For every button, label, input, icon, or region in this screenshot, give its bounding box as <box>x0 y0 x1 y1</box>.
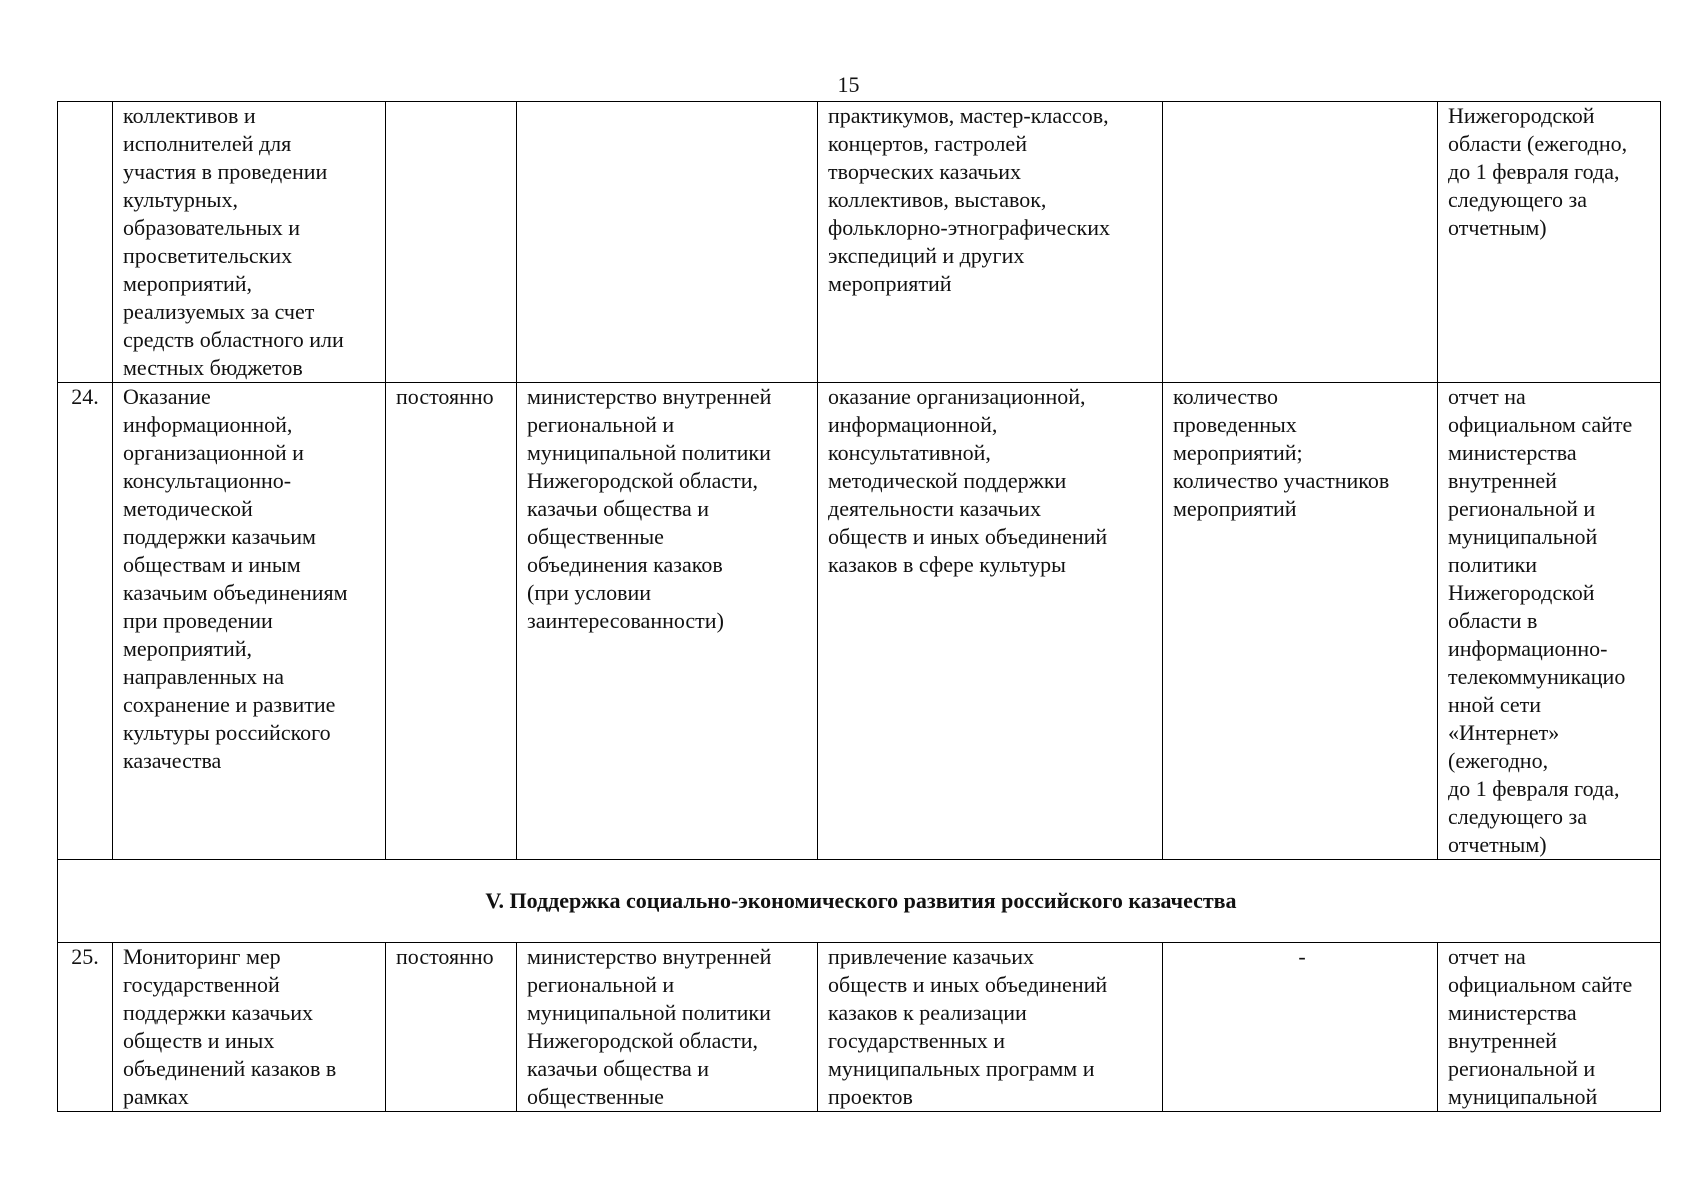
result-cell: привлечение казачьих обществ и иных объединений казаков к реализации государственных и муниципальных программ и проектов <box>818 943 1163 1112</box>
executor-cell: министерство внутренней региональной и муниципальной политики Нижегородской области, казачьи общества и общественные объединения казаков (при условии заинтересованности) <box>517 383 818 860</box>
row-number: 24. <box>58 383 113 860</box>
page-number: 15 <box>837 72 860 97</box>
table-row <box>58 383 1661 860</box>
section-title: V. Поддержка социально-экономического развития российского казачества <box>58 860 1661 943</box>
executor-cell <box>517 102 818 383</box>
indicator-cell: - <box>1163 943 1438 1112</box>
activity-cell: Мониторинг мер государственной поддержки казачьих обществ и иных объединений казаков в рамках <box>113 943 386 1112</box>
term-cell: постоянно <box>386 943 517 1112</box>
section-row <box>58 860 1661 943</box>
report-cell: Нижегородской области (ежегодно, до 1 февраля года, следующего за отчетным) <box>1438 102 1661 383</box>
indicator-cell <box>1163 102 1438 383</box>
executor-cell: министерство внутренней региональной и муниципальной политики Нижегородской области, казачьи общества и общественные <box>517 943 818 1112</box>
plan-table <box>57 101 1661 1112</box>
table-row <box>58 102 1661 383</box>
result-cell: оказание организационной, информационной, консультативной, методической поддержки деятельности казачьих обществ и иных объединений казаков в сфере культуры <box>818 383 1163 860</box>
term-cell <box>386 102 517 383</box>
indicator-cell: количество проведенных мероприятий; количество участников мероприятий <box>1163 383 1438 860</box>
table-row <box>58 943 1661 1112</box>
activity-cell: Оказание информационной, организационной и консультационно- методической поддержки казачьим обществам и иным казачьим объединениям при проведении мероприятий, направленных на сохранение и развитие культуры российского казачества <box>113 383 386 860</box>
result-cell: практикумов, мастер-классов, концертов, гастролей творческих казачьих коллективов, выставок, фольклорно-этнографических экспедиций и других мероприятий <box>818 102 1163 383</box>
row-number <box>58 102 113 383</box>
report-cell: отчет на официальном сайте министерства внутренней региональной и муниципальной политики Нижегородской области в информационно- телекоммуникацио нной сети «Интернет» (ежегодно, до 1 февраля года, следующего за отчетным) <box>1438 383 1661 860</box>
row-number: 25. <box>58 943 113 1112</box>
term-cell: постоянно <box>386 383 517 860</box>
report-cell: отчет на официальном сайте министерства внутренней региональной и муниципальной <box>1438 943 1661 1112</box>
activity-cell: коллективов и исполнителей для участия в проведении культурных, образовательных и просветительских мероприятий, реализуемых за счет средств областного или местных бюджетов <box>113 102 386 383</box>
